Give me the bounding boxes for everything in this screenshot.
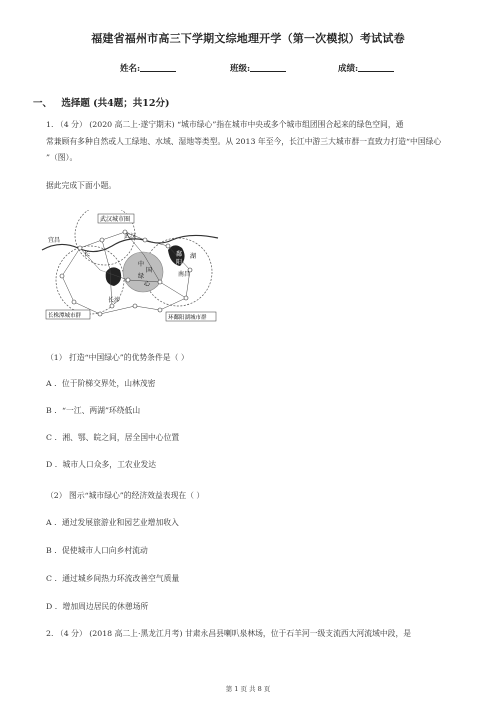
sub-question-2-stem: （2） 图示“城市绿心”的经济效益表现在（ ） [46, 491, 205, 500]
poyang-char-3: 湖 [190, 253, 197, 260]
sub-question-1-option-b: B ．“一江、两湖”环绕低山 [46, 406, 141, 415]
changsha-label: 长沙 [108, 297, 121, 304]
page-title: 福建省福州市高三下学期文综地理开学（第一次模拟）考试试卷 [91, 32, 405, 45]
wuhan-group-label: 武汉城市圈 [100, 216, 131, 223]
question-2 [46, 626, 466, 643]
section-heading [33, 95, 169, 109]
name-blank [140, 62, 176, 72]
wuhan-label: 武汉 [124, 233, 137, 240]
sub-question-1-option-c: C ．湘、鄂、皖之间，居全国中心位置 [46, 433, 180, 442]
question-2-line-1: 2. （4 分） (2018 高二上·黑龙江月考) 甘肃永昌县喇叭泉林场，位于石羊河一级支流西大河流域中段，是 [46, 629, 412, 638]
name-label: 姓名: [120, 64, 141, 74]
sub-question-1-option-a: A ．位于阶梯交界处，山林茂密 [46, 379, 156, 388]
poyang-char-2: 阳 [176, 259, 183, 266]
section-number: 一、 [33, 98, 53, 109]
dongting-char-1: 洞 [100, 269, 107, 276]
name-field [120, 62, 176, 74]
question-1-line-1: 1. （4 分） (2020 高二上·遂宁期末) “城市绿心”指在城市中央或多个城市组团围合起来的绿色空间，通 [46, 120, 404, 129]
nanchang-label: 南昌 [178, 271, 191, 278]
river-label-chang: 长 [84, 251, 91, 258]
green-heart-char-1: 中 [138, 261, 145, 268]
sub-question-2-option-a: A ．通过发展旅游业和园艺业增加收入 [46, 518, 179, 527]
sub-question-1-option-d: D ．城市人口众多，工农业发达 [46, 460, 157, 469]
lead-text: 据此完成下面小题。 [46, 181, 117, 190]
changzhutan-label: 长株潭城市群 [48, 313, 82, 319]
section-label: 选择题 (共4题；共12分) [61, 98, 170, 109]
class-field [230, 62, 286, 74]
sub-question-2-option-c: C ．通过城乡间热力环流改善空气质量 [46, 574, 180, 583]
class-label: 班级: [230, 64, 251, 74]
sub-question-2-option-b: B ．促使城市人口向乡村流动 [46, 546, 148, 555]
sub-question-2-option-d: D ．增加周边居民的休憩场所 [46, 602, 149, 611]
dongting-char-2: 庭 [100, 277, 107, 284]
china-green-heart-map [40, 210, 220, 338]
green-heart-char-4: 心 [144, 281, 151, 288]
question-1 [46, 117, 466, 167]
poyang-char-1: 鄱 [176, 251, 183, 258]
score-label: 成绩: [338, 64, 359, 74]
green-heart-char-3: 绿 [138, 273, 145, 280]
class-blank [250, 62, 286, 72]
green-heart-char-2: 国 [146, 267, 153, 274]
question-1-line-3: ”（图）。 [46, 153, 78, 162]
poyang-group-label: 环鄱阳湖城市群 [168, 315, 207, 321]
page-footer: 第 1 页 共 8 页 [225, 685, 271, 693]
score-blank [358, 62, 394, 72]
yichang-label: 宜昌 [48, 237, 61, 244]
green-heart [123, 252, 163, 292]
score-field [338, 62, 394, 74]
sub-question-1-stem: （1） 打造“中国绿心”的优势条件是（ ） [46, 353, 189, 362]
question-1-line-2: 常兼顾有多种自然或人工绿地、水域、湿地等类型。从 2013 年至今，长江中游三大城市群一直致力打造“中国绿心 [46, 136, 442, 146]
